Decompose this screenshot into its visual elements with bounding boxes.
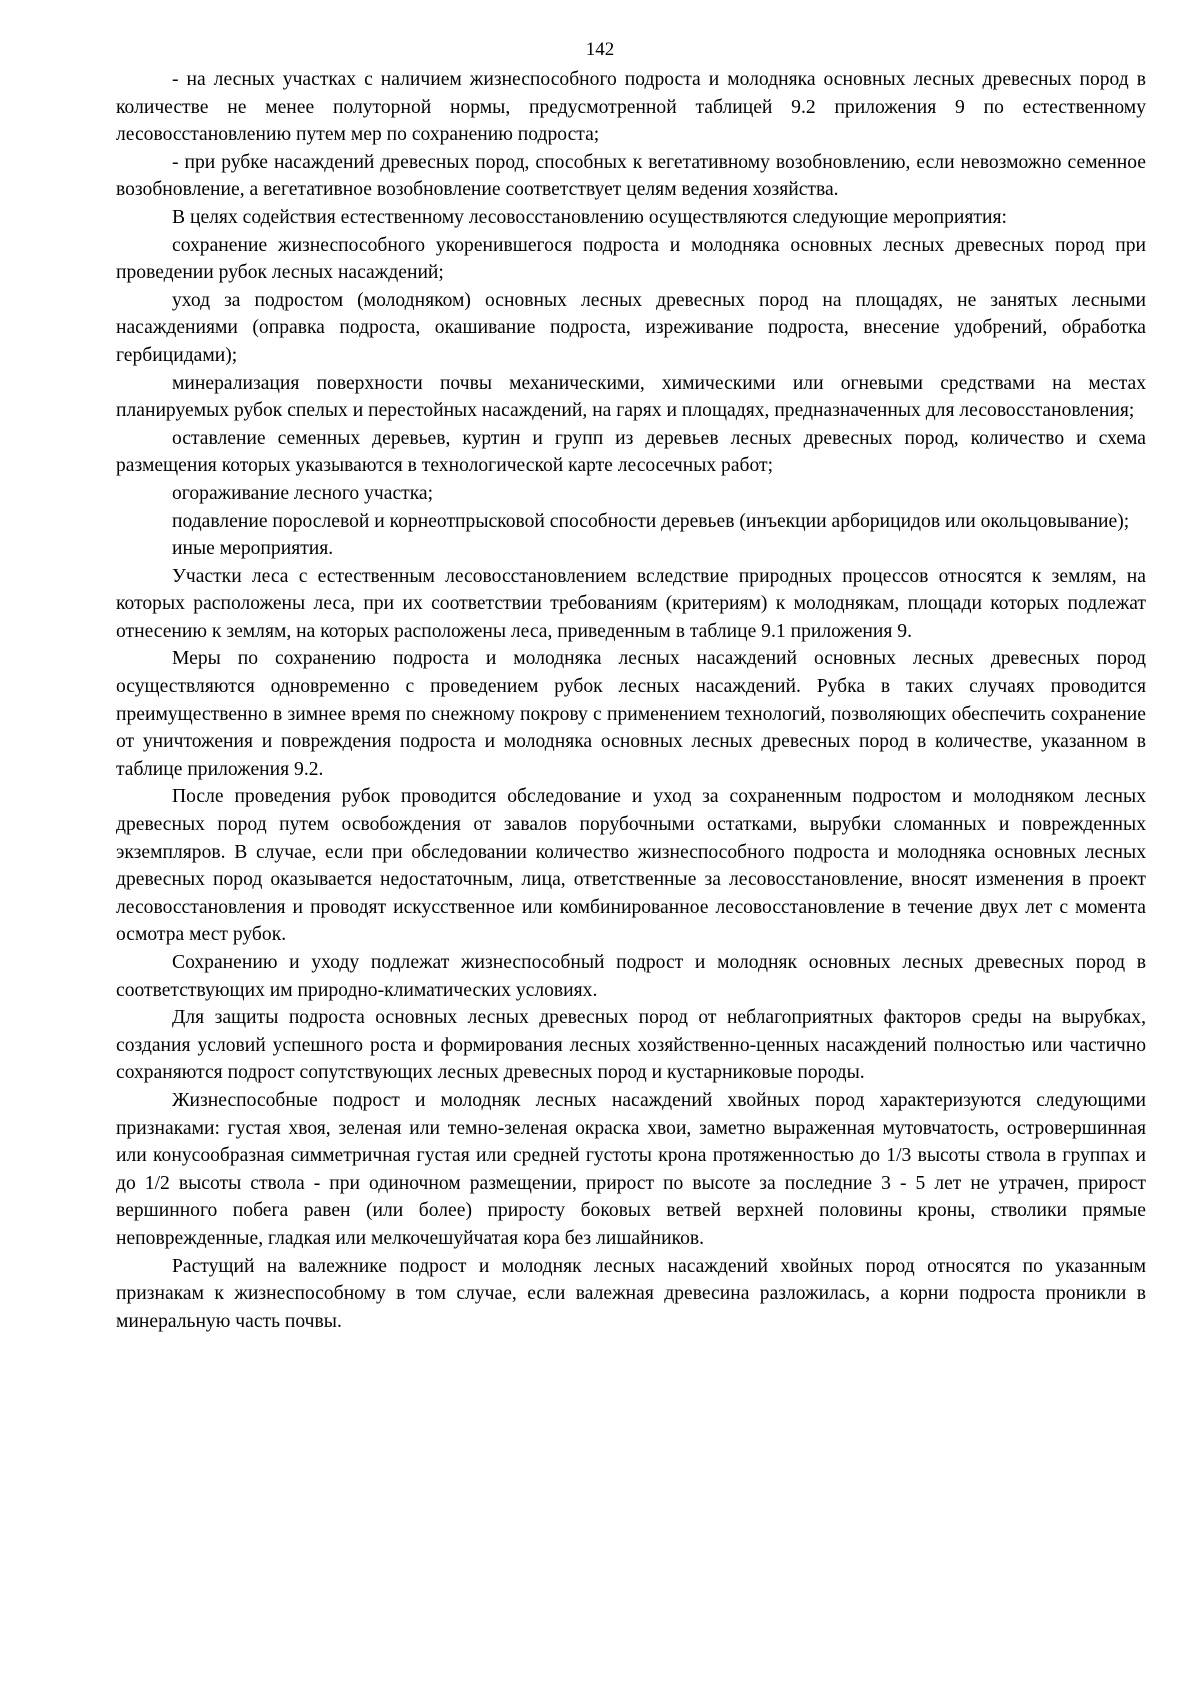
document-body: [116, 66, 1146, 1335]
paragraph-1: - на лесных участках с наличием жизнеспособного подроста и молодняка основных лесных древесных пород в количестве не менее полуторной нормы, предусмотренной таблицей 9.2 приложения 9 по естественному лесовосстановлению путем мер по сохранению подроста;: [116, 69, 1146, 146]
paragraph-4: сохранение жизнеспособного укоренившегося подроста и молодняка основных лесных древесных пород при проведении рубок лесных насаждений;: [116, 234, 1146, 284]
paragraph-12: Меры по сохранению подроста и молодняка лесных насаждений основных лесных древесных пород осуществляются одновременно с проведением рубок лесных насаждений. Рубка в таких случаях проводится преимущественно в зимнее время по снежному покрову с применением технологий, позволяющих обеспечить сохранение от уничтожения и повреждения подроста и молодняка основных лесных древесных пород в количестве, указанном в таблице приложения 9.2.: [116, 648, 1146, 780]
paragraph-7: оставление семенных деревьев, куртин и групп из деревьев лесных древесных пород, количество и схема размещения которых указываются в технологической карте лесосечных работ;: [116, 427, 1146, 477]
paragraph-17: Растущий на валежнике подрост и молодняк лесных насаждений хвойных пород относятся по указанным признакам к жизнеспособному в том случае, если валежная древесина разложилась, а корни подроста проникли в минеральную часть почвы.: [116, 1255, 1146, 1332]
paragraph-13: После проведения рубок проводится обследование и уход за сохраненным подростом и молодняком лесных древесных пород путем освобождения от завалов порубочными остатками, вырубки сломанных и поврежденных экземпляров. В случае, если при обследовании количество жизнеспособного подроста и молодняка основных лесных древесных пород оказывается недостаточным, лица, ответственные за лесовосстановление, вносят изменения в проект лесовосстановления и проводят искусственное или комбинированное лесовосстановление в течение двух лет с момента осмотра мест рубок.: [116, 786, 1146, 946]
paragraph-16: Жизнеспособные подрост и молодняк лесных насаждений хвойных пород характеризуются следующими признаками: густая хвоя, зеленая или темно-зеленая окраска хвои, заметно выраженная мутовчатость, островершинная или конусообразная симметричная густая или средней густоты крона протяженностью до 1/3 высоты ствола в группах и до 1/2 высоты ствола - при одиночном размещении, прирост по высоте за последние 3 - 5 лет не утрачен, прирост вершинного побега равен (или более) приросту боковых ветвей верхней половины кроны, стволики прямые неповрежденные, гладкая или мелкочешуйчатая кора без лишайников.: [116, 1089, 1146, 1249]
paragraph-9: подавление порослевой и корнеотпрысковой способности деревьев (инъекции арборицидов или окольцовывание);: [172, 510, 1130, 532]
paragraph-15: Для защиты подроста основных лесных древесных пород от неблагоприятных факторов среды на вырубках, создания условий успешного роста и формирования лесных хозяйственно-ценных насаждений полностью или частично сохраняются подрост сопутствующих лесных древесных пород и кустарниковые породы.: [116, 1007, 1146, 1084]
paragraph-14: Сохранению и уходу подлежат жизнеспособный подрост и молодняк основных лесных древесных пород в соответствующих им природно-климатических условиях.: [116, 952, 1146, 1001]
paragraph-5: уход за подростом (молодняком) основных лесных древесных пород на площадях, не занятых лесными насаждениями (оправка подроста, окашивание подроста, изреживание подроста, внесение удобрений, обработка гербицидами);: [116, 289, 1146, 366]
paragraph-3: В целях содействия естественному лесовосстановлению осуществляются следующие мероприятия:: [172, 206, 1007, 228]
paragraph-8: огораживание лесного участка;: [172, 482, 434, 504]
paragraph-11: Участки леса с естественным лесовосстановлением вследствие природных процессов относятся к землям, на которых расположены леса, при их соответствии требованиям (критериям) к молоднякам, площади которых подлежат отнесению к землям, на которых расположены леса, приведенным в таблице 9.1 приложения 9.: [116, 565, 1146, 642]
paragraph-10: иные мероприятия.: [172, 538, 334, 560]
paragraph-2: - при рубке насаждений древесных пород, способных к вегетативному возобновлению, если невозможно семенное возобновление, а вегетативное возобновление соответствует целям ведения хозяйства.: [116, 151, 1146, 201]
page-number: 142: [585, 39, 615, 60]
paragraph-6: минерализация поверхности почвы механическими, химическими или огневыми средствами на местах планируемых рубок спелых и перестойных насаждений, на гарях и площадях, предназначенных для лесовосстановления;: [116, 372, 1146, 422]
